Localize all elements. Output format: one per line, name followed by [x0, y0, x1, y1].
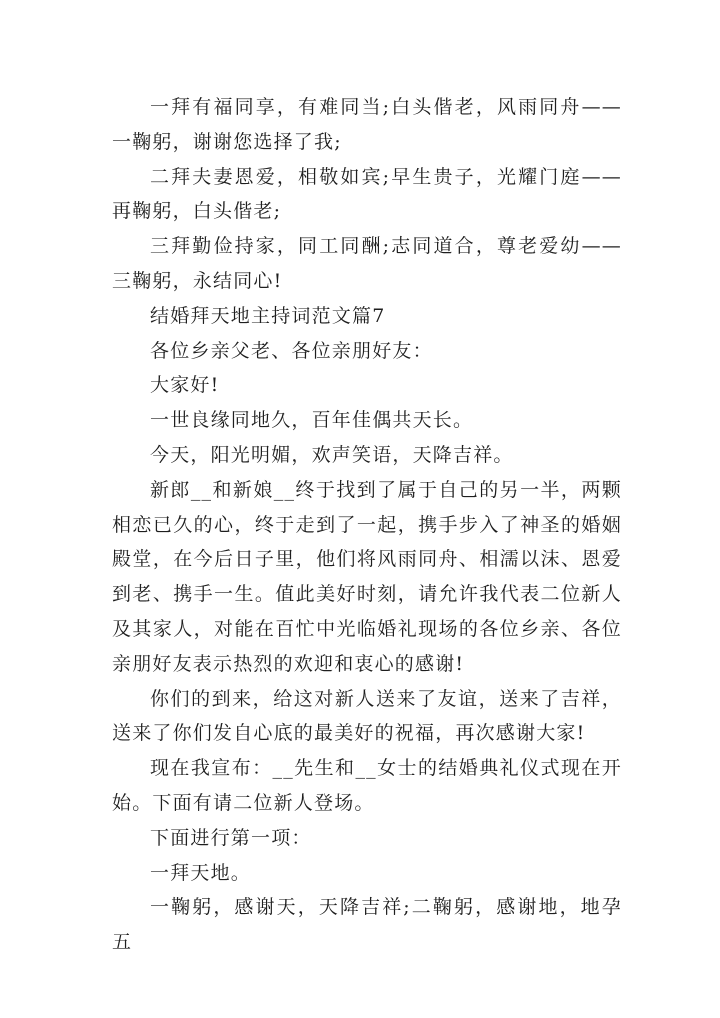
paragraph-third-bow: 三拜勤俭持家，同工同酬;志同道合，尊老爱幼——三鞠躬，永结同心! [112, 235, 622, 292]
paragraph-bow-details: 一鞠躬，感谢天，天降吉祥;二鞠躬，感谢地，地孕五 [112, 896, 622, 954]
paragraph-bow-heaven-earth: 一拜天地。 [150, 861, 252, 884]
paragraph-weather: 今天，阳光明媚，欢声笑语，天降吉祥。 [150, 443, 514, 466]
paragraph-second-bow: 二拜夫妻恩爱，相敬如宾;早生贵子，光耀门庭——再鞠躬，白头偕老; [112, 165, 622, 223]
section-heading: 结婚拜天地主持词范文篇7 [150, 304, 386, 327]
paragraph-couple-intro: 新郎__和新娘__终于找到了属于自己的另一半，两颗相恋已久的心，终于走到了一起，携手步入了神圣的婚姻殿堂，在今后日子里，他们将风雨同舟、相濡以沫、恩爱到老、携手一生。值此美好时刻，请允许我代表二位新人及其家人，对能在百忙中光临婚礼现场的各位乡亲、各位亲朋好友表示热烈的欢迎和衷心的感谢! [112, 478, 622, 675]
paragraph-couplet: 一世良缘同地久，百年佳偶共天长。 [150, 409, 474, 432]
paragraph-salutation: 各位乡亲父老、各位亲朋好友： [150, 339, 433, 362]
paragraph-first-bow: 一拜有福同享，有难同当;白头偕老，风雨同舟——一鞠躬，谢谢您选择了我; [112, 96, 622, 153]
document-body [112, 90, 622, 960]
paragraph-greeting: 大家好! [150, 374, 220, 397]
paragraph-thanks-guests: 你们的到来，给这对新人送来了友谊，送来了吉祥，送来了你们发自心底的最美好的祝福，再次感谢大家! [112, 687, 622, 745]
paragraph-announcement: 现在我宣布：__先生和__女士的结婚典礼仪式现在开始。下面有请二位新人登场。 [112, 757, 622, 814]
paragraph-first-item: 下面进行第一项： [150, 826, 312, 849]
